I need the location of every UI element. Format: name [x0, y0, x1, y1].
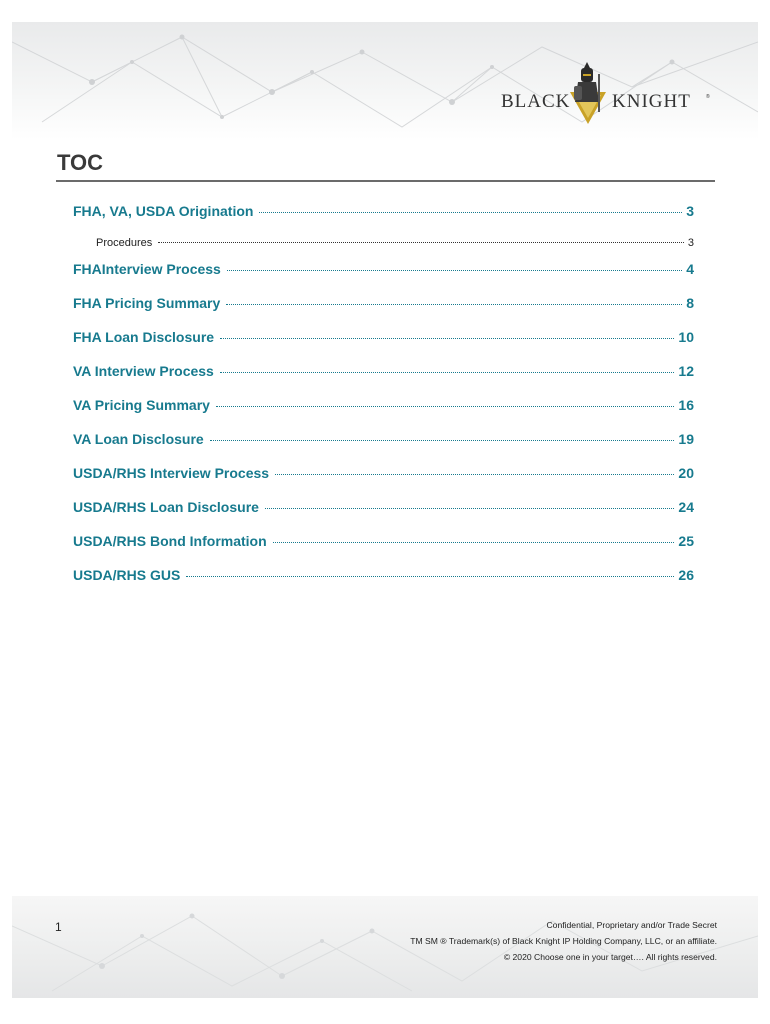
toc-entry[interactable]	[73, 465, 694, 481]
header-banner	[12, 22, 758, 140]
toc-entry-label: FHA Loan Disclosure	[73, 329, 215, 345]
toc-entry-page: 12	[678, 363, 694, 379]
footer-confidential-line: Confidential, Proprietary and/or Trade Secret	[546, 920, 717, 930]
toc-entry-page: 10	[678, 329, 694, 345]
toc-entry-label: VA Pricing Summary	[73, 397, 210, 413]
footer-copyright-line: © 2020 Choose one in your target…. All rights reserved.	[503, 952, 717, 962]
toc-leader-dots	[259, 212, 682, 213]
toc-leader-dots	[186, 576, 674, 577]
page-number: 1	[55, 920, 62, 934]
toc-entry-label: FHA Pricing Summary	[73, 295, 221, 311]
toc-entry-page: 26	[678, 567, 694, 583]
toc-entry-page: 3	[687, 237, 694, 249]
toc-leader-dots	[220, 372, 675, 373]
toc-entry-label: USDA/RHS Interview Process	[73, 465, 270, 481]
toc-title: TOC	[57, 150, 104, 175]
toc-entry-label: VA Interview Process	[73, 363, 214, 379]
toc-entry-page: 8	[686, 295, 694, 311]
toc-entry[interactable]	[73, 397, 694, 413]
toc-leader-dots	[216, 406, 674, 407]
toc-entry-page: 16	[678, 397, 694, 413]
logo-registered-mark: ®	[706, 94, 710, 100]
toc-entry[interactable]	[73, 363, 694, 379]
toc-entry-page: 24	[678, 499, 694, 515]
toc-entry-label: FHAInterview Process	[73, 261, 221, 277]
toc-entry-label: USDA/RHS GUS	[73, 567, 181, 583]
toc-entry[interactable]	[73, 329, 694, 345]
toc-entry-label: FHA, VA, USDA Origination	[73, 203, 254, 219]
knight-icon	[566, 62, 610, 126]
footer-legal-text	[410, 917, 717, 965]
toc-entry-label: VA Loan Disclosure	[73, 431, 204, 447]
footer-trademark-line: TM SM ® Trademark(s) of Black Knight IP Holding Company, LLC, or an affiliate.	[410, 936, 717, 946]
logo-word-knight: KNIGHT	[612, 91, 691, 112]
toc-title-rule	[56, 180, 715, 182]
toc-leader-dots	[210, 440, 675, 441]
toc-entry-label: USDA/RHS Bond Information	[73, 533, 267, 549]
toc-entry-page: 19	[678, 431, 694, 447]
toc-entry[interactable]	[73, 533, 694, 549]
toc-leader-dots	[220, 338, 674, 339]
toc-leader-dots	[265, 508, 674, 509]
toc-entry-page: 25	[678, 533, 694, 549]
toc-leader-dots	[273, 542, 675, 543]
toc-entry[interactable]	[73, 295, 694, 311]
toc-entry-page: 20	[678, 465, 694, 481]
toc-entry[interactable]	[73, 567, 694, 583]
toc-entry[interactable]	[73, 499, 694, 515]
toc-entry-page: 4	[686, 261, 694, 277]
toc-leader-dots	[227, 270, 682, 271]
toc-leader-dots	[226, 304, 682, 305]
toc-entry[interactable]	[96, 237, 694, 249]
logo-word-black: BLACK	[501, 91, 571, 112]
toc-entry[interactable]	[73, 203, 694, 219]
toc-leader-dots	[158, 242, 684, 243]
toc-entry[interactable]	[73, 431, 694, 447]
toc-entry-page: 3	[686, 203, 694, 219]
toc-entry-label: Procedures	[96, 237, 153, 249]
toc-entry[interactable]	[73, 261, 694, 277]
toc-leader-dots	[275, 474, 674, 475]
toc-entry-label: USDA/RHS Loan Disclosure	[73, 499, 259, 515]
header-network-graphic	[12, 22, 758, 140]
